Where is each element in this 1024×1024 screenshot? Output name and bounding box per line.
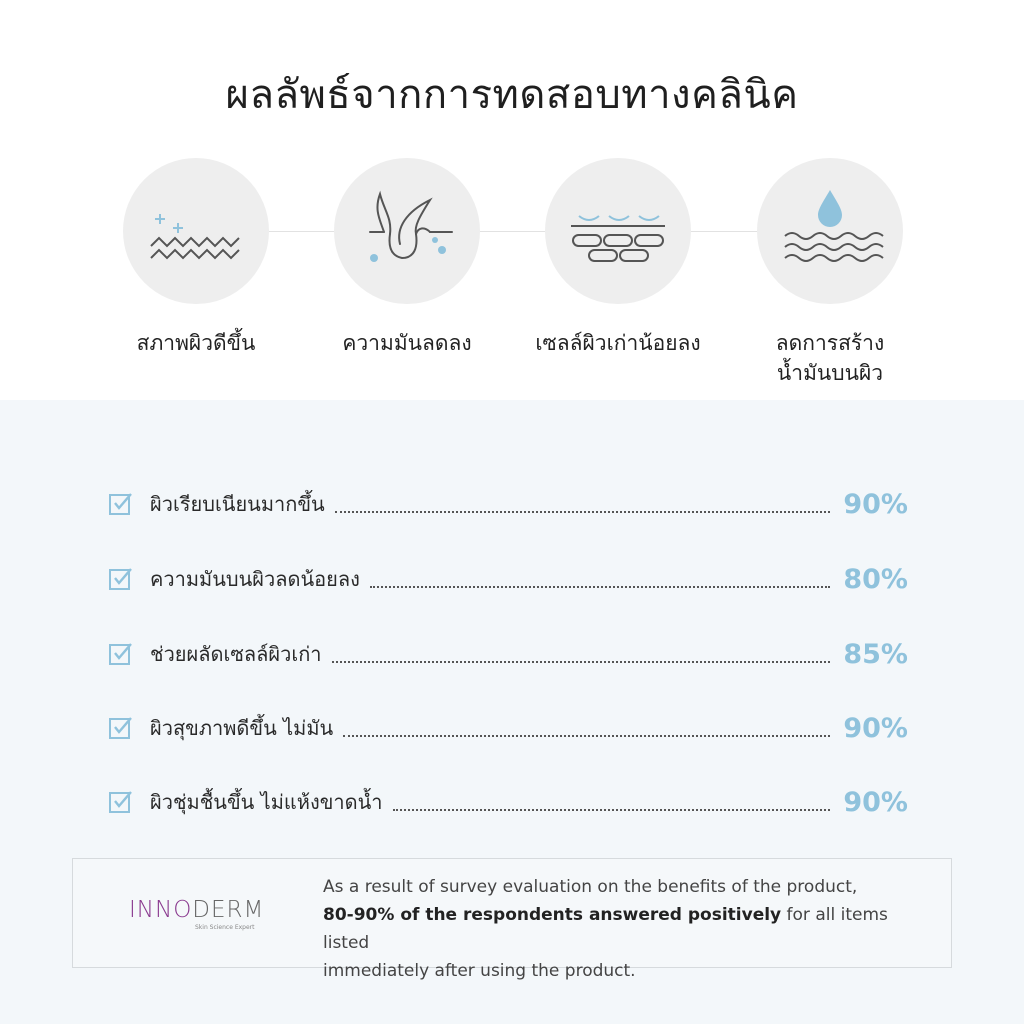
dotted-leader — [343, 735, 830, 737]
result-row — [108, 708, 908, 748]
checkbox-checked-icon — [108, 566, 134, 592]
note-highlight: 80-90% of the respondents answered positively — [323, 905, 782, 925]
benefit-label — [700, 328, 960, 388]
note-line: As a result of survey evaluation on the benefits of the product, — [323, 877, 858, 897]
result-percentage: 90% — [843, 712, 908, 744]
result-row — [108, 782, 908, 822]
oil-drop-waves-icon — [757, 158, 903, 304]
skin-cells-icon — [545, 158, 691, 304]
benefit-label: เซลล์ผิวเก่าน้อยลง — [535, 331, 701, 355]
result-label: ช่วยผลัดเซลล์ผิวเก่า — [150, 642, 322, 666]
brand-logo — [129, 897, 269, 931]
result-percentage: 85% — [843, 638, 908, 670]
benefit-icon-circle — [545, 158, 691, 304]
result-row — [108, 484, 908, 524]
result-percentage: 80% — [843, 563, 908, 595]
benefit-label: สภาพผิวดีขึ้น — [136, 331, 256, 355]
note-line — [323, 901, 933, 957]
checkbox-checked-icon — [108, 491, 134, 517]
benefit-label-line: ลดการสร้าง — [775, 331, 885, 355]
result-label: ผิวชุ่มชื้นขึ้น ไม่แห้งขาดน้ำ — [150, 790, 383, 814]
checkbox-checked-icon — [108, 641, 134, 667]
note-line: immediately after using the product. — [323, 961, 636, 981]
checkbox-checked-icon — [108, 715, 134, 741]
checkbox-checked-icon — [108, 789, 134, 815]
hair-follicle-oil-icon — [334, 158, 480, 304]
benefit-icon-circle — [757, 158, 903, 304]
benefit-item — [700, 158, 960, 388]
brand-tagline: Skin Science Expert — [195, 924, 255, 931]
dotted-leader — [335, 511, 830, 513]
result-percentage: 90% — [843, 488, 908, 520]
result-row — [108, 634, 908, 674]
result-percentage: 90% — [843, 786, 908, 818]
brand-name — [129, 897, 269, 923]
benefit-icon-circle — [123, 158, 269, 304]
top-section — [0, 0, 1024, 400]
result-label: ผิวสุขภาพดีขึ้น ไม่มัน — [150, 716, 334, 740]
survey-note-box — [72, 858, 952, 981]
note-line-rest: for all items listed — [323, 905, 888, 953]
result-row — [108, 559, 908, 599]
dotted-leader — [370, 586, 830, 588]
result-label: ผิวเรียบเนียนมากขึ้น — [150, 492, 325, 516]
page-title: ผลลัพธ์จากการทดสอบทางคลินิค — [225, 72, 799, 118]
skin-texture-icon — [123, 158, 269, 304]
benefit-icon-circle — [334, 158, 480, 304]
benefit-label: ความมันลดลง — [342, 331, 472, 355]
brand-name-part1: INNO — [129, 897, 193, 923]
survey-note-text — [323, 873, 933, 985]
dotted-leader — [332, 661, 830, 663]
result-label: ความมันบนผิวลดน้อยลง — [150, 567, 360, 591]
brand-name-part2: DERM — [192, 897, 265, 923]
benefit-label-line: น้ำมันบนผิว — [776, 361, 884, 385]
dotted-leader — [393, 809, 830, 811]
